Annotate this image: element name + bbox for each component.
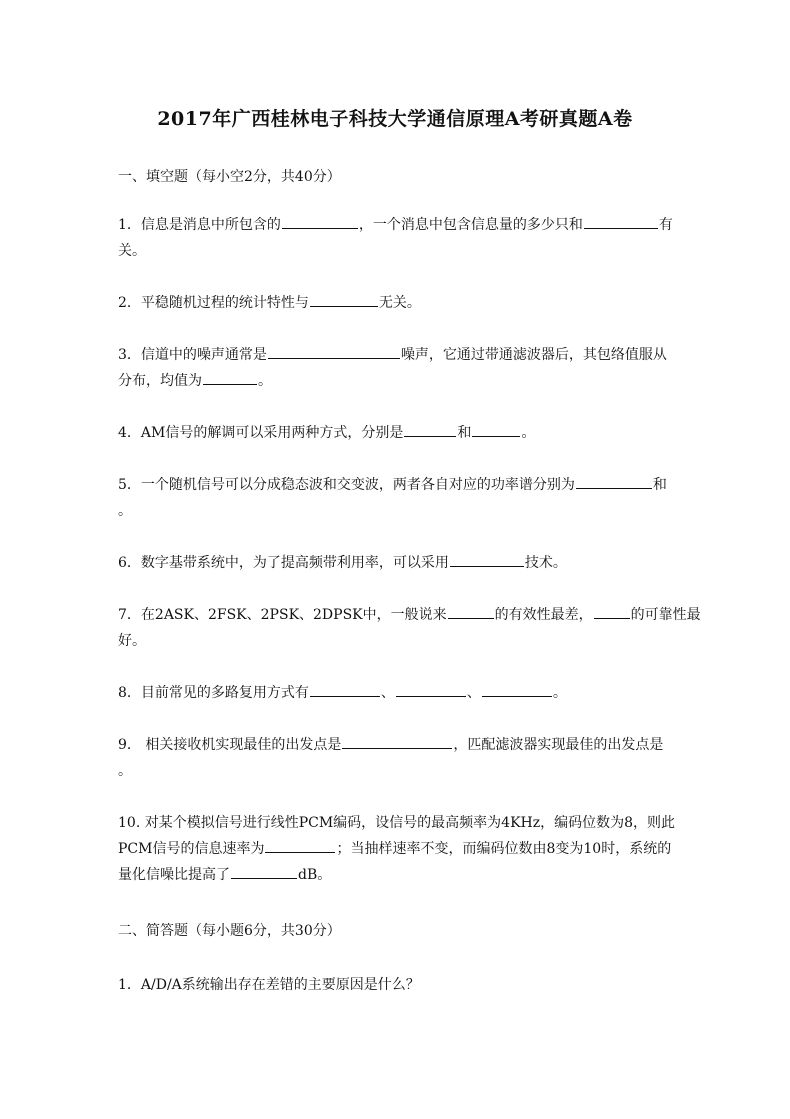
- answer-blank: [265, 837, 335, 853]
- question-5-text-b: 和: [652, 477, 667, 493]
- question-6-text-b: 技术。: [524, 555, 567, 571]
- question-8-text-d: 。: [552, 685, 567, 701]
- question-1-text-a: 1．信息是消息中所包含的: [118, 217, 281, 233]
- question-10-text-b: PCM信号的信息速率为: [118, 841, 265, 857]
- answer-blank: [268, 343, 400, 359]
- question-6-text-a: 6．数字基带系统中，为了提高频带利用率，可以采用: [118, 555, 449, 571]
- question-1-line-2: 关。: [118, 243, 146, 259]
- question-8-text-c: 、: [466, 685, 481, 701]
- question-9-text-a: 9． 相关接收机实现最佳的出发点是: [118, 737, 342, 753]
- question-9-line-1: [118, 732, 678, 758]
- question-8-text-a: 8．目前常见的多路复用方式有: [118, 685, 309, 701]
- answer-blank: [584, 213, 658, 229]
- question-7-text-b: 的有效性最差，: [494, 607, 593, 623]
- question-7-line-1: [118, 602, 701, 628]
- section-2-heading: 二、简答题（每小题6分，共30分）: [118, 923, 341, 939]
- question-3-text-d: 。: [258, 373, 272, 389]
- question-4-text-c: 。: [521, 425, 536, 441]
- question-10-text-d: 量化信噪比提高了: [118, 867, 230, 883]
- question-3-line-2: [118, 368, 678, 394]
- answer-blank: [482, 681, 552, 697]
- answer-blank: [472, 421, 520, 437]
- question-3-text-c: 分布，均值为: [118, 373, 202, 389]
- question-2-text-a: 2．平稳随机过程的统计特性与: [118, 295, 309, 311]
- answer-blank: [576, 473, 652, 489]
- section-1-heading: 一、填空题（每小空2分，共40分）: [118, 169, 341, 185]
- question-4-text-a: 4．AM信号的解调可以采用两种方式，分别是: [118, 425, 404, 441]
- question-8-text-b: 、: [380, 685, 395, 701]
- question-3-line-1: [118, 342, 678, 368]
- question-8: [118, 680, 678, 706]
- answer-blank: [203, 369, 257, 385]
- question-1-line-1: [118, 212, 678, 238]
- question-5-line-2: 。: [118, 503, 132, 519]
- answer-blank: [404, 421, 456, 437]
- question-4-text-b: 和: [457, 425, 472, 441]
- question-6: [118, 550, 678, 576]
- question-7-text-a: 7．在2ASK、2FSK、2PSK、2DPSK中，一般说来: [118, 607, 447, 623]
- question-10-text-c: ；当抽样速率不变，而编码位数由8变为10时，系统的: [336, 841, 672, 857]
- answer-blank: [594, 603, 630, 619]
- answer-blank: [450, 551, 524, 567]
- question-1-text-c: 有: [658, 217, 673, 233]
- question-7-line-2: 好。: [118, 633, 146, 649]
- question-3-text-a: 3．信道中的噪声通常是: [118, 347, 267, 363]
- question-9-text-b: ，匹配滤波器实现最佳的出发点是: [453, 737, 664, 753]
- question-4: [118, 420, 678, 446]
- question-10-line-2: [118, 836, 678, 862]
- answer-blank: [448, 603, 494, 619]
- answer-blank: [342, 733, 452, 749]
- question-3-text-b: 噪声，它通过带通滤波器后，其包络值服从: [400, 347, 667, 363]
- question-1-text-b: ，一个消息中包含信息量的多少只和: [358, 217, 583, 233]
- question-10-text-e: dB。: [298, 867, 332, 883]
- question-5-text-a: 5．一个随机信号可以分成稳态波和交变波，两者各自对应的功率谱分别为: [118, 477, 575, 493]
- short-answer-question-1: 1．A/D/A系统输出存在差错的主要原因是什么？: [118, 977, 420, 993]
- answer-blank: [396, 681, 466, 697]
- answer-blank: [310, 291, 378, 307]
- page-title: 2017年广西桂林电子科技大学通信原理A考研真题A卷: [157, 108, 633, 130]
- question-5-line-1: [118, 472, 678, 498]
- question-2-text-b: 无关。: [378, 295, 421, 311]
- question-9-line-2: 。: [118, 763, 132, 779]
- answer-blank: [282, 213, 358, 229]
- answer-blank: [310, 681, 380, 697]
- question-2: [118, 290, 678, 316]
- answer-blank: [231, 863, 297, 879]
- question-7-text-c: 的可靠性最: [630, 607, 701, 623]
- question-10-line-3: [118, 862, 678, 888]
- question-10-line-1: 10. 对某个模拟信号进行线性PCM编码，设信号的最高频率为4KHz，编码位数为8，则此: [118, 815, 676, 831]
